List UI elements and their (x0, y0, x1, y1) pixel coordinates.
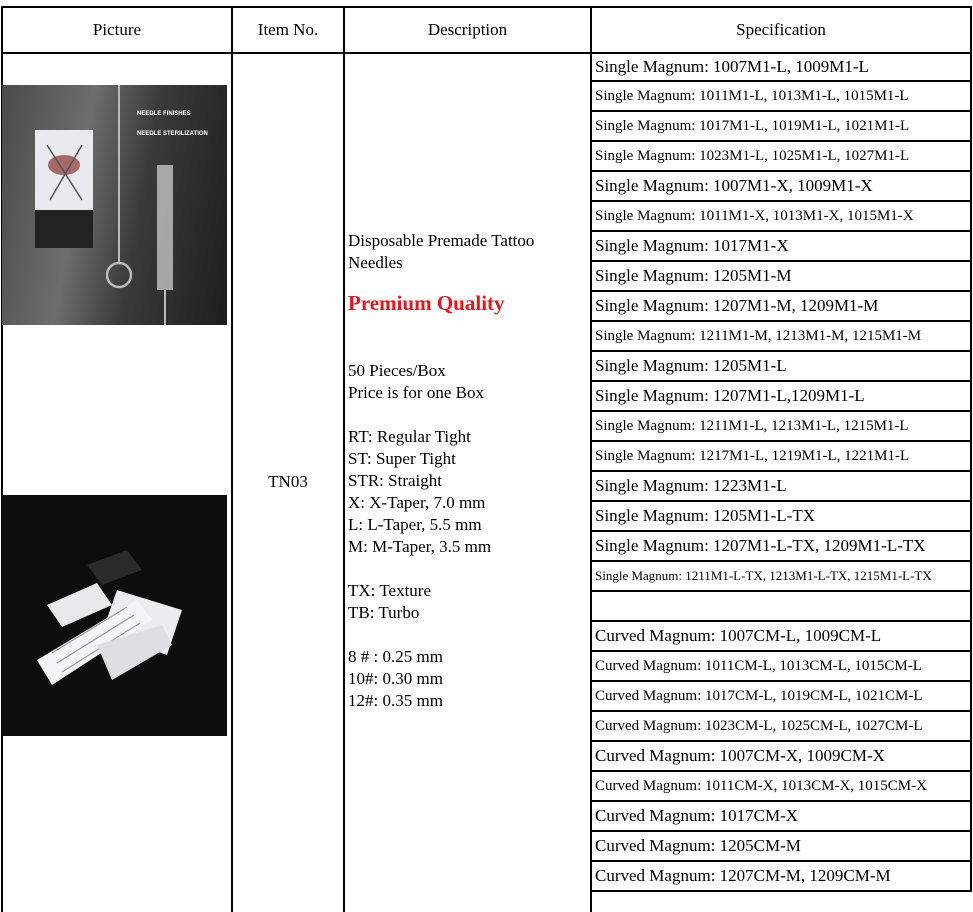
diameter-10: 10#: 0.30 mm (348, 669, 443, 688)
spec-row: Curved Magnum: 1017CM-X (592, 802, 970, 832)
needle-box-with-loop-needle-image (2, 85, 227, 325)
price-note: Price is for one Box (348, 383, 484, 402)
code-st: ST: Super Tight (348, 449, 456, 468)
specification-list (590, 52, 972, 892)
spec-row: Curved Magnum: 1023CM-L, 1025CM-L, 1027CM-L (592, 712, 970, 742)
spec-row: Single Magnum: 1011M1-L, 1013M1-L, 1015M1-L (592, 82, 970, 112)
spec-row: Curved Magnum: 1205CM-M (592, 832, 970, 862)
spec-row: Curved Magnum: 1207CM-M, 1209CM-M (592, 862, 970, 892)
svg-text:NEEDLE STERILIZATION: NEEDLE STERILIZATION (137, 131, 208, 137)
item-no-cell (231, 52, 345, 912)
spec-row: Single Magnum: 1211M1-L, 1213M1-L, 1215M1-L (592, 412, 970, 442)
spec-row: Single Magnum: 1011M1-X, 1013M1-X, 1015M1-X (592, 202, 970, 232)
diameter-12: 12#: 0.35 mm (348, 691, 443, 710)
spec-row: Single Magnum: 1205M1-M (592, 262, 970, 292)
spec-row: Single Magnum: 1217M1-L, 1219M1-L, 1221M1-L (592, 442, 970, 472)
spec-row: Single Magnum: 1007M1-L, 1009M1-L (592, 52, 970, 82)
spec-row: Single Magnum: 1211M1-M, 1213M1-M, 1215M1-M (592, 322, 970, 352)
spec-row: Single Magnum: 1211M1-L-TX, 1213M1-L-TX, 1215M1-L-TX (592, 562, 970, 592)
needle-boxes-stack-image (2, 495, 227, 736)
header-picture: Picture (1, 6, 233, 54)
spec-row (592, 592, 970, 622)
spec-row: Single Magnum: 1207M1-L-TX, 1209M1-L-TX (592, 532, 970, 562)
diameter-8: 8 # : 0.25 mm (348, 647, 443, 666)
code-tx: TX: Texture (348, 581, 431, 600)
spec-row: Single Magnum: 1017M1-L, 1019M1-L, 1021M1-L (592, 112, 970, 142)
code-str: STR: Straight (348, 471, 442, 490)
spec-row: Curved Magnum: 1011CM-L, 1013CM-L, 1015CM-L (592, 652, 970, 682)
configuration-codes (348, 426, 590, 558)
header-description: Description (343, 6, 592, 54)
packaging-info (348, 360, 590, 404)
spec-row: Single Magnum: 1223M1-L (592, 472, 970, 502)
spec-row: Single Magnum: 1205M1-L (592, 352, 970, 382)
code-x: X: X-Taper, 7.0 mm (348, 493, 486, 512)
spec-row: Curved Magnum: 1011CM-X, 1013CM-X, 1015CM-X (592, 772, 970, 802)
header-item-no: Item No. (231, 6, 345, 54)
needle-diameters (348, 646, 590, 712)
item-number: TN03 (268, 472, 308, 491)
spec-row: Curved Magnum: 1007CM-X, 1009CM-X (592, 742, 970, 772)
svg-text:NEEDLE FINISHES: NEEDLE FINISHES (137, 111, 191, 117)
code-l: L: L-Taper, 5.5 mm (348, 515, 482, 534)
finish-codes (348, 580, 590, 624)
code-tb: TB: Turbo (348, 603, 420, 622)
spec-row: Single Magnum: 1007M1-X, 1009M1-X (592, 172, 970, 202)
spec-row: Single Magnum: 1207M1-M, 1209M1-M (592, 292, 970, 322)
spec-row: Single Magnum: 1023M1-L, 1025M1-L, 1027M1-L (592, 142, 970, 172)
description-cell (343, 52, 592, 912)
product-title: Disposable Premade Tattoo Needles (348, 231, 535, 272)
spec-row: Single Magnum: 1205M1-L-TX (592, 502, 970, 532)
code-m: M: M-Taper, 3.5 mm (348, 537, 492, 556)
code-rt: RT: Regular Tight (348, 427, 471, 446)
spec-row: Curved Magnum: 1017CM-L, 1019CM-L, 1021CM-L (592, 682, 970, 712)
premium-quality-label: Premium Quality (348, 291, 505, 315)
spec-row: Single Magnum: 1207M1-L,1209M1-L (592, 382, 970, 412)
spec-row: Curved Magnum: 1007CM-L, 1009CM-L (592, 622, 970, 652)
pieces-per-box: 50 Pieces/Box (348, 361, 446, 380)
description-text (348, 230, 590, 734)
header-specification: Specification (590, 6, 972, 54)
spec-row: Single Magnum: 1017M1-X (592, 232, 970, 262)
